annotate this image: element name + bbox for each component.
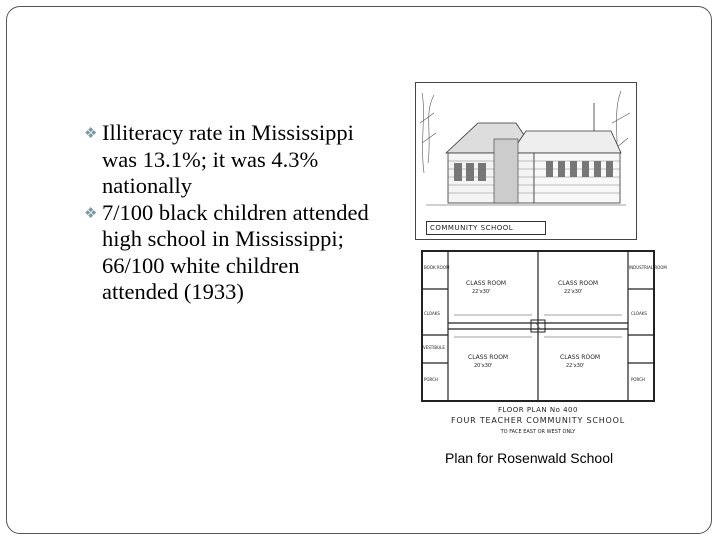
plan-caption-line1: FLOOR PLAN No 400 xyxy=(498,406,578,414)
floor-plan-image xyxy=(418,245,667,445)
plan-class-room-tr: CLASS ROOM xyxy=(558,280,599,287)
school-sketch-image xyxy=(415,82,637,240)
image-caption: Plan for Rosenwald School xyxy=(445,450,614,466)
plan-size-tl: 22'x30' xyxy=(472,289,491,295)
bullet-item-high-school xyxy=(84,200,374,306)
school-sketch-drawing xyxy=(416,83,636,239)
plan-industrial: INDUSTRIAL ROOM xyxy=(629,265,667,270)
bullet-item-illiteracy xyxy=(84,120,374,200)
plan-caption-line3: TO FACE EAST OR WEST ONLY xyxy=(500,429,576,435)
bullet-marker-icon: ❖ xyxy=(84,124,98,142)
plan-cloaks-right: CLOAKS xyxy=(631,311,647,316)
plan-size-bl: 20'x30' xyxy=(474,363,493,369)
bullet-list xyxy=(84,120,374,306)
plan-caption-line2: FOUR TEACHER COMMUNITY SCHOOL xyxy=(450,416,626,425)
bullet-text-high-school: 7/100 black children attended high school in Mississippi; 66/100 white children attended (1933) xyxy=(102,199,369,304)
plan-porch-right: PORCH xyxy=(631,377,645,382)
bullet-text-illiteracy: Illiteracy rate in Mississippi was 13.1%; it was 4.3% nationally xyxy=(102,120,354,198)
plan-vestibule: VESTIBULE xyxy=(423,345,445,350)
plan-book-room: BOOK ROOM xyxy=(424,265,450,270)
plan-cloaks-left: CLOAKS xyxy=(424,311,440,316)
bullet-marker-icon: ❖ xyxy=(84,203,98,222)
floor-plan-drawing xyxy=(418,245,667,405)
plan-size-tr: 22'x30' xyxy=(564,289,583,295)
plan-class-room-bl: CLASS ROOM xyxy=(468,354,509,361)
sketch-caption: COMMUNITY SCHOOL xyxy=(426,221,546,235)
plan-class-room-tl: CLASS ROOM xyxy=(466,280,507,287)
plan-porch-left: PORCH xyxy=(424,377,438,382)
plan-size-br: 22'x30' xyxy=(566,363,585,369)
plan-class-room-br: CLASS ROOM xyxy=(560,354,601,361)
